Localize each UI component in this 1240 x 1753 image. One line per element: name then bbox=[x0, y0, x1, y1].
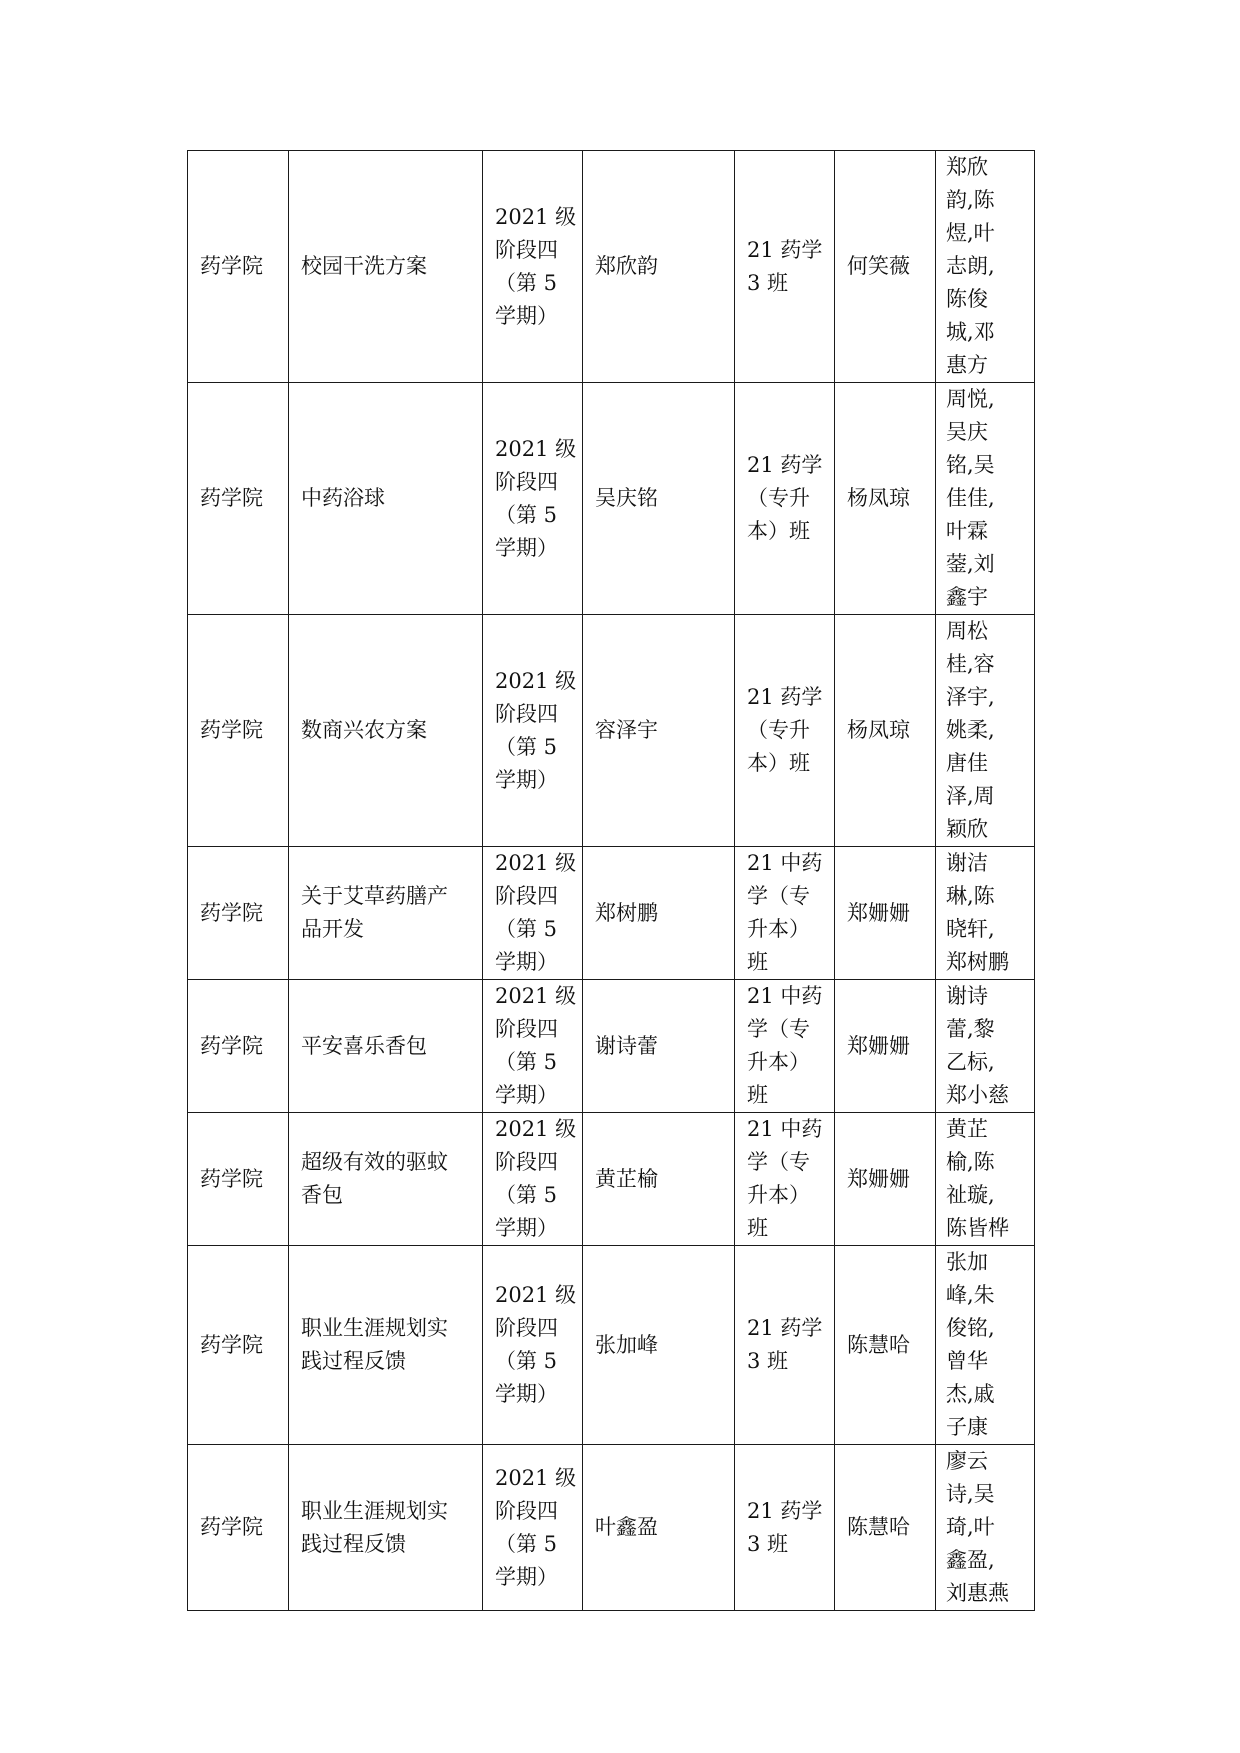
advisor-cell-text: 杨凤琼 bbox=[847, 486, 910, 510]
leader-cell-text: 容泽宇 bbox=[595, 718, 658, 742]
project-name-cell bbox=[289, 1113, 483, 1246]
members-cell-line: 惠方 bbox=[946, 353, 988, 377]
grade-stage-cell-line: 2021 级 bbox=[495, 1283, 577, 1307]
members-cell-line: 郑树鹏 bbox=[946, 950, 1009, 974]
class-cell-line: 3 班 bbox=[747, 1531, 789, 1556]
grade-stage-cell-line: 阶段四 bbox=[495, 1498, 558, 1523]
grade-stage-cell-line: 阶段四 bbox=[495, 237, 558, 262]
leader-cell-text: 谢诗蕾 bbox=[595, 1033, 658, 1058]
advisor-cell-text: 杨凤琼 bbox=[847, 718, 910, 742]
college-cell-text: 药学院 bbox=[200, 1515, 263, 1539]
members-cell-line: 曾华 bbox=[946, 1349, 988, 1373]
members-cell-line: 鑫盈, bbox=[946, 1548, 995, 1572]
college-cell-text: 药学院 bbox=[200, 486, 263, 510]
members-cell-line: 陈俊 bbox=[946, 287, 988, 311]
members-cell-line: 陈皆桦 bbox=[946, 1216, 1009, 1240]
members-cell-line: 榆,陈 bbox=[946, 1150, 995, 1174]
grade-stage-cell bbox=[483, 1445, 583, 1611]
members-cell-line: 俊铭, bbox=[946, 1316, 995, 1340]
grade-stage-cell-line: （第 5 bbox=[495, 1349, 558, 1373]
class-cell bbox=[735, 383, 835, 615]
members-cell-line: 谢洁 bbox=[946, 851, 988, 875]
grade-stage-cell-line: 2021 级 bbox=[495, 984, 577, 1008]
college-cell bbox=[188, 383, 289, 615]
class-cell bbox=[735, 980, 835, 1113]
leader-cell bbox=[583, 980, 735, 1113]
members-cell bbox=[936, 980, 1035, 1113]
class-cell-line: （专升 bbox=[747, 486, 810, 510]
members-cell-line: 桂,容 bbox=[946, 652, 995, 676]
leader-cell-text: 叶鑫盈 bbox=[595, 1515, 658, 1539]
grade-stage-cell bbox=[483, 980, 583, 1113]
project-name-cell-line: 超级有效的驱蚊 bbox=[301, 1150, 448, 1174]
project-name-cell bbox=[289, 383, 483, 615]
project-name-cell-line: 关于艾草药膳产 bbox=[301, 884, 448, 908]
table-row bbox=[188, 1113, 1035, 1246]
members-cell bbox=[936, 383, 1035, 615]
project-name-cell bbox=[289, 980, 483, 1113]
class-cell-line: 21 中药 bbox=[747, 1117, 823, 1141]
grade-stage-cell-line: （第 5 bbox=[495, 270, 558, 295]
class-cell-line: 本）班 bbox=[747, 519, 810, 543]
advisor-cell bbox=[835, 615, 936, 847]
grade-stage-cell-line: 学期） bbox=[495, 767, 558, 792]
grade-stage-cell-line: （第 5 bbox=[495, 502, 558, 527]
college-cell-text: 药学院 bbox=[200, 1033, 263, 1058]
grade-stage-cell bbox=[483, 1113, 583, 1246]
class-cell-line: 21 药学 bbox=[747, 1316, 823, 1340]
project-name-cell-line: 平安喜乐香包 bbox=[301, 1033, 427, 1058]
college-cell-text: 药学院 bbox=[200, 1166, 263, 1191]
project-name-cell-line: 数商兴农方案 bbox=[301, 718, 427, 742]
grade-stage-cell-line: 阶段四 bbox=[495, 884, 558, 908]
grade-stage-cell-line: 学期） bbox=[495, 1083, 558, 1107]
members-cell-line: 颖欣 bbox=[946, 817, 988, 841]
members-cell-line: 蕾,黎 bbox=[946, 1017, 995, 1041]
class-cell-line: 班 bbox=[747, 950, 768, 974]
project-name-cell bbox=[289, 151, 483, 383]
members-cell-line: 煜,叶 bbox=[946, 221, 995, 245]
table-row bbox=[188, 847, 1035, 980]
project-name-cell-line: 校园干洗方案 bbox=[301, 254, 427, 278]
members-cell-line: 谢诗 bbox=[946, 984, 988, 1008]
grade-stage-cell bbox=[483, 151, 583, 383]
members-cell-line: 杰,戚 bbox=[946, 1382, 995, 1406]
members-cell-line: 琳,陈 bbox=[946, 884, 995, 908]
grade-stage-cell-line: 阶段四 bbox=[495, 1017, 558, 1041]
college-cell bbox=[188, 1445, 289, 1611]
members-cell bbox=[936, 151, 1035, 383]
grade-stage-cell-line: （第 5 bbox=[495, 1531, 558, 1556]
college-cell bbox=[188, 151, 289, 383]
table-row bbox=[188, 1445, 1035, 1611]
project-name-cell bbox=[289, 1445, 483, 1611]
class-cell-line: 升本） bbox=[747, 917, 810, 941]
project-name-cell bbox=[289, 847, 483, 980]
members-cell-line: 诗,吴 bbox=[946, 1482, 995, 1506]
members-cell-line: 周松 bbox=[946, 619, 988, 643]
grade-stage-cell-line: （第 5 bbox=[495, 734, 558, 759]
members-cell bbox=[936, 615, 1035, 847]
table-row bbox=[188, 383, 1035, 615]
members-cell-line: 韵,陈 bbox=[946, 188, 995, 212]
leader-cell bbox=[583, 383, 735, 615]
grade-stage-cell bbox=[483, 847, 583, 980]
members-cell-line: 祉璇, bbox=[946, 1183, 995, 1207]
class-cell bbox=[735, 847, 835, 980]
advisor-cell bbox=[835, 1113, 936, 1246]
advisor-cell-text: 陈慧哈 bbox=[847, 1332, 910, 1357]
advisor-cell-text: 陈慧哈 bbox=[847, 1515, 910, 1539]
table-body bbox=[188, 151, 1035, 1611]
project-name-cell-line: 践过程反馈 bbox=[301, 1531, 406, 1556]
college-cell-text: 药学院 bbox=[200, 254, 263, 278]
members-cell-line: 蓥,刘 bbox=[946, 552, 995, 576]
table-row bbox=[188, 980, 1035, 1113]
members-cell-line: 峰,朱 bbox=[946, 1283, 995, 1307]
class-cell bbox=[735, 1445, 835, 1611]
members-cell-line: 鑫宇 bbox=[946, 585, 988, 609]
class-cell-line: 21 药学 bbox=[747, 453, 823, 477]
class-cell bbox=[735, 615, 835, 847]
project-name-cell-line: 中药浴球 bbox=[301, 486, 385, 510]
class-cell-line: 学（专 bbox=[747, 1017, 810, 1041]
class-cell-line: 21 中药 bbox=[747, 851, 823, 875]
grade-stage-cell-line: 2021 级 bbox=[495, 668, 577, 693]
leader-cell-text: 吴庆铭 bbox=[595, 486, 658, 510]
members-cell-line: 泽,周 bbox=[946, 784, 995, 808]
grade-stage-cell-line: 学期） bbox=[495, 950, 558, 974]
advisor-cell bbox=[835, 151, 936, 383]
grade-stage-cell-line: 阶段四 bbox=[495, 1316, 558, 1340]
members-cell-line: 张加 bbox=[946, 1250, 988, 1274]
advisor-cell bbox=[835, 1246, 936, 1445]
table-row bbox=[188, 151, 1035, 383]
class-cell-line: （专升 bbox=[747, 718, 810, 742]
leader-cell-text: 黄芷榆 bbox=[595, 1166, 658, 1191]
members-cell-line: 泽宇, bbox=[946, 685, 995, 709]
project-name-cell bbox=[289, 615, 483, 847]
project-name-cell-line: 践过程反馈 bbox=[301, 1349, 406, 1373]
members-cell-line: 周悦, bbox=[946, 387, 995, 411]
advisor-cell-text: 郑姗姗 bbox=[847, 900, 910, 925]
members-cell bbox=[936, 1113, 1035, 1246]
leader-cell bbox=[583, 847, 735, 980]
grade-stage-cell-line: 学期） bbox=[495, 1216, 558, 1240]
grade-stage-cell-line: （第 5 bbox=[495, 1183, 558, 1207]
class-cell-line: 升本） bbox=[747, 1050, 810, 1074]
advisor-cell-text: 郑姗姗 bbox=[847, 1166, 910, 1191]
class-cell-line: 升本） bbox=[747, 1183, 810, 1207]
advisor-cell-text: 郑姗姗 bbox=[847, 1033, 910, 1058]
table-row bbox=[188, 1246, 1035, 1445]
members-cell bbox=[936, 847, 1035, 980]
members-cell-line: 姚柔, bbox=[946, 718, 995, 742]
table-row bbox=[188, 615, 1035, 847]
members-cell-line: 琦,叶 bbox=[946, 1515, 995, 1539]
leader-cell bbox=[583, 1113, 735, 1246]
class-cell-line: 班 bbox=[747, 1216, 768, 1240]
class-cell-line: 3 班 bbox=[747, 1349, 789, 1373]
members-cell-line: 吴庆 bbox=[946, 420, 988, 444]
members-cell-line: 城,邓 bbox=[946, 320, 995, 344]
members-cell-line: 志朗, bbox=[946, 254, 995, 278]
members-cell-line: 铭,吴 bbox=[946, 453, 995, 477]
grade-stage-cell-line: 学期） bbox=[495, 303, 558, 328]
advisor-cell bbox=[835, 1445, 936, 1611]
college-cell-text: 药学院 bbox=[200, 1332, 263, 1357]
members-cell-line: 廖云 bbox=[946, 1449, 988, 1473]
college-cell bbox=[188, 615, 289, 847]
members-cell-line: 郑小慈 bbox=[946, 1083, 1009, 1107]
members-cell-line: 佳佳, bbox=[946, 486, 995, 510]
grade-stage-cell-line: 阶段四 bbox=[495, 1150, 558, 1174]
members-cell-line: 郑欣 bbox=[946, 155, 988, 179]
advisor-cell bbox=[835, 980, 936, 1113]
college-cell bbox=[188, 980, 289, 1113]
members-cell-line: 乙标, bbox=[946, 1050, 995, 1074]
members-cell-line: 黄芷 bbox=[946, 1117, 988, 1141]
grade-stage-cell-line: 阶段四 bbox=[495, 469, 558, 494]
class-cell-line: 3 班 bbox=[747, 270, 789, 295]
leader-cell bbox=[583, 1445, 735, 1611]
class-cell-line: 班 bbox=[747, 1083, 768, 1107]
grade-stage-cell-line: （第 5 bbox=[495, 1050, 558, 1074]
college-cell bbox=[188, 1113, 289, 1246]
grade-stage-cell bbox=[483, 383, 583, 615]
grade-stage-cell-line: 学期） bbox=[495, 535, 558, 560]
members-cell-line: 子康 bbox=[946, 1415, 988, 1439]
grade-stage-cell-line: 2021 级 bbox=[495, 1117, 577, 1141]
grade-stage-cell-line: 2021 级 bbox=[495, 436, 577, 461]
leader-cell-text: 郑欣韵 bbox=[595, 254, 658, 278]
class-cell-line: 本）班 bbox=[747, 751, 810, 775]
members-cell-line: 叶霖 bbox=[946, 519, 988, 543]
class-cell-line: 21 中药 bbox=[747, 984, 823, 1008]
grade-stage-cell-line: 2021 级 bbox=[495, 204, 577, 229]
leader-cell-text: 郑树鹏 bbox=[595, 900, 658, 925]
class-cell bbox=[735, 1113, 835, 1246]
members-cell-line: 晓轩, bbox=[946, 917, 995, 941]
advisor-cell bbox=[835, 383, 936, 615]
advisor-cell bbox=[835, 847, 936, 980]
members-cell bbox=[936, 1246, 1035, 1445]
project-table bbox=[187, 150, 1035, 1611]
college-cell bbox=[188, 847, 289, 980]
leader-cell bbox=[583, 615, 735, 847]
college-cell-text: 药学院 bbox=[200, 900, 263, 925]
grade-stage-cell-line: 2021 级 bbox=[495, 851, 577, 875]
class-cell-line: 21 药学 bbox=[747, 685, 823, 709]
project-name-cell bbox=[289, 1246, 483, 1445]
advisor-cell-text: 何笑薇 bbox=[847, 254, 910, 278]
project-name-cell-line: 职业生涯规划实 bbox=[301, 1498, 448, 1523]
project-name-cell-line: 香包 bbox=[301, 1183, 343, 1207]
leader-cell bbox=[583, 151, 735, 383]
grade-stage-cell-line: 学期） bbox=[495, 1382, 558, 1406]
class-cell bbox=[735, 151, 835, 383]
class-cell-line: 21 药学 bbox=[747, 1498, 823, 1523]
grade-stage-cell bbox=[483, 615, 583, 847]
project-name-cell-line: 职业生涯规划实 bbox=[301, 1316, 448, 1340]
members-cell bbox=[936, 1445, 1035, 1611]
project-name-cell-line: 品开发 bbox=[301, 917, 364, 941]
class-cell bbox=[735, 1246, 835, 1445]
grade-stage-cell-line: （第 5 bbox=[495, 917, 558, 941]
grade-stage-cell-line: 阶段四 bbox=[495, 701, 558, 726]
leader-cell-text: 张加峰 bbox=[595, 1332, 658, 1357]
grade-stage-cell-line: 2021 级 bbox=[495, 1465, 577, 1490]
class-cell-line: 学（专 bbox=[747, 1150, 810, 1174]
class-cell-line: 21 药学 bbox=[747, 237, 823, 262]
class-cell-line: 学（专 bbox=[747, 884, 810, 908]
college-cell-text: 药学院 bbox=[200, 718, 263, 742]
members-cell-line: 唐佳 bbox=[946, 751, 988, 775]
members-cell-line: 刘惠燕 bbox=[946, 1581, 1009, 1605]
college-cell bbox=[188, 1246, 289, 1445]
grade-stage-cell-line: 学期） bbox=[495, 1564, 558, 1589]
grade-stage-cell bbox=[483, 1246, 583, 1445]
leader-cell bbox=[583, 1246, 735, 1445]
